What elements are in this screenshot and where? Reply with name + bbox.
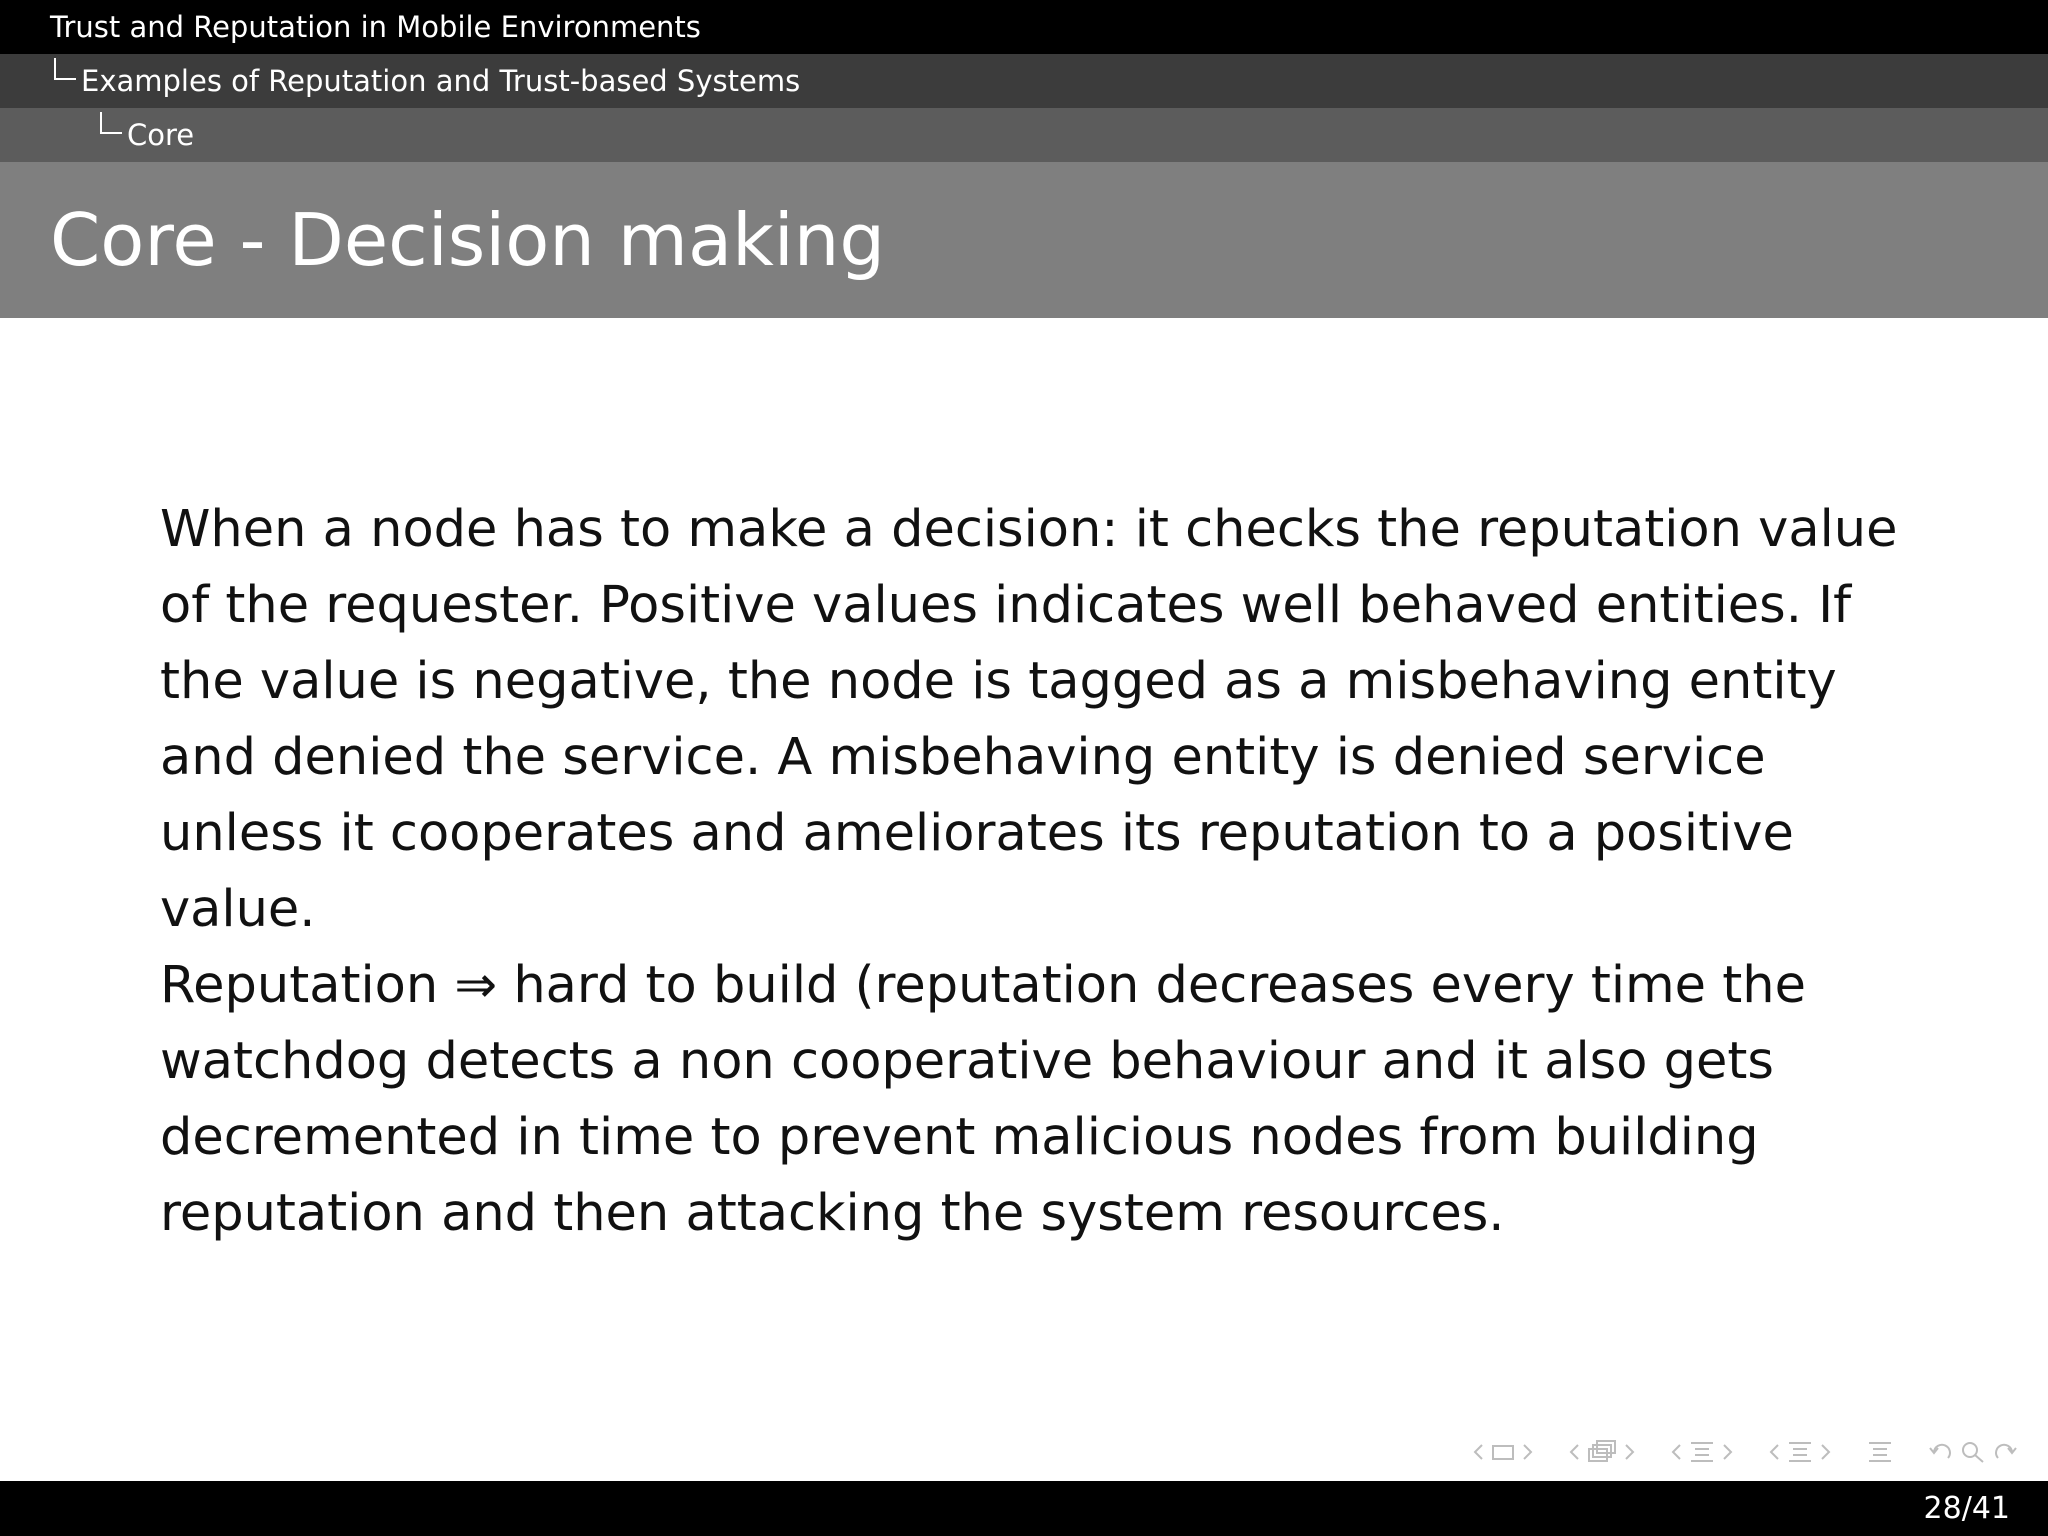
undo-icon[interactable] (1928, 1440, 1954, 1464)
header-section-label: Trust and Reputation in Mobile Environments (50, 10, 701, 44)
nav-tools-group (1928, 1440, 2018, 1464)
tree-corner-icon (54, 58, 76, 80)
nav-next-section-icon[interactable] (1820, 1442, 1832, 1462)
section-icon[interactable] (1786, 1440, 1814, 1464)
subsection-icon[interactable] (1688, 1440, 1716, 1464)
paragraph-reputation: Reputation ⇒ hard to build (reputation decreases every time the watchdog detects a non cooperative behaviour and it also gets decremented in time to prevent malicious nodes from building reputation and then attacking the system resources. (160, 956, 1806, 1243)
nav-prev-section-icon[interactable] (1768, 1442, 1780, 1462)
nav-next-slide-icon[interactable] (1624, 1442, 1636, 1462)
header-subsection[interactable] (0, 54, 2048, 108)
nav-document-group (1866, 1440, 1894, 1464)
beamer-nav-bar (1472, 1432, 2018, 1472)
nav-prev-slide-icon[interactable] (1568, 1442, 1580, 1462)
paragraph-decision: When a node has to make a decision: it checks the reputation value of the requester. Positive values indicates well behaved entities. If the value is negative, the node is tagged as a misbehaving entity and denied the service. A misbehaving entity is denied service unless it cooperates and ameliorates its reputation to a positive value. (160, 500, 1898, 939)
redo-icon[interactable] (1992, 1440, 2018, 1464)
nav-next-frame-icon[interactable] (1522, 1442, 1534, 1462)
document-outline-icon[interactable] (1866, 1440, 1894, 1464)
header-subsubsection[interactable] (0, 108, 2048, 162)
nav-prev-frame-icon[interactable] (1472, 1442, 1484, 1462)
slide-content (160, 492, 1920, 1252)
frame-icon[interactable] (1490, 1442, 1516, 1462)
nav-section-group (1768, 1440, 1832, 1464)
search-icon[interactable] (1960, 1440, 1986, 1464)
nav-slide-group (1568, 1440, 1636, 1464)
nav-prev-subsection-icon[interactable] (1670, 1442, 1682, 1462)
footer-bar (0, 1481, 2048, 1536)
header-subsection-label: Examples of Reputation and Trust-based Systems (81, 64, 801, 98)
nav-frame-group (1472, 1442, 1534, 1462)
slide-stack-icon[interactable] (1586, 1440, 1618, 1464)
nav-next-subsection-icon[interactable] (1722, 1442, 1734, 1462)
page-number: 28/41 (1923, 1491, 2010, 1526)
nav-subsection-group (1670, 1440, 1734, 1464)
header-section[interactable] (0, 0, 2048, 54)
frame-title: Core - Decision making (50, 198, 886, 282)
frame-title-bar (0, 162, 2048, 318)
tree-corner-icon (100, 112, 122, 134)
header-subsubsection-label: Core (127, 118, 195, 152)
